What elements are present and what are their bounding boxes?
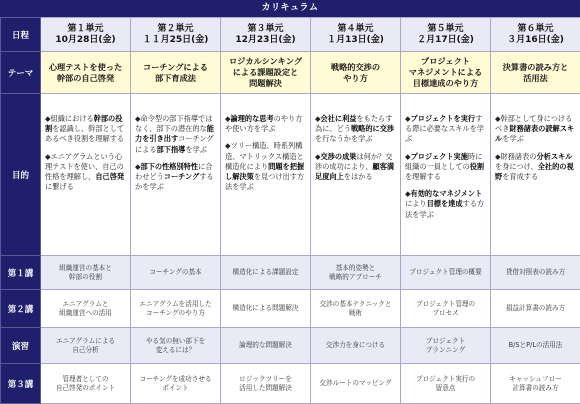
purpose-item	[315, 114, 396, 145]
purpose-item	[405, 189, 486, 220]
curriculum-table	[0, 17, 580, 404]
unit-2-exercise	[131, 328, 221, 364]
theme-line: 戦略的交渉の	[313, 62, 398, 73]
unit-5-lesson2	[401, 290, 491, 328]
exercise-line: エニアグラムによる	[43, 337, 128, 346]
purpose-emphasis: 問題を把握し解決策	[225, 162, 304, 181]
unit-1-purpose	[41, 94, 131, 256]
lesson1-line: 組織運営の基本と	[43, 264, 128, 273]
unit-2-theme	[131, 52, 221, 94]
purpose-item	[315, 152, 396, 183]
theme-line: 幹部の自己啓発	[43, 73, 128, 84]
purpose-emphasis: コーチング	[164, 172, 199, 181]
purpose-text: 時に組織の一員としての	[405, 152, 482, 171]
theme-line: プロジェクト	[403, 56, 488, 67]
unit-3-purpose	[221, 94, 311, 256]
exercise-line: やる気の無い部下を	[133, 337, 218, 346]
row-label-lesson1: 第１講	[1, 256, 41, 290]
unit-1-exercise	[41, 328, 131, 364]
curriculum-title: カリキュラム	[0, 0, 580, 17]
purpose-emphasis: 部下の性格別特性	[141, 162, 199, 171]
lesson3-line: 計算書の読み方	[493, 384, 578, 393]
purpose-row	[1, 94, 580, 256]
purpose-text: をはかる	[344, 172, 373, 181]
unit-name: 第５単元	[401, 24, 490, 35]
lesson2-line: 組織運営への活用	[43, 309, 128, 318]
purpose-text: を学ぶ	[185, 145, 207, 154]
lesson3-line: ポイント	[133, 384, 218, 393]
purpose-text: を理解する	[405, 172, 441, 181]
unit-4-lesson3	[311, 364, 401, 404]
unit-1-lesson3	[41, 364, 131, 404]
purpose-emphasis: 戦略的に交渉	[351, 124, 394, 133]
purpose-text: を育成する	[502, 172, 538, 181]
exercise-line: プロジェクト	[403, 337, 488, 346]
unit-date: ３月16日(金)	[491, 35, 580, 46]
unit-2-lesson2	[131, 290, 221, 328]
unit-6-schedule	[491, 18, 580, 52]
purpose-text: ◆	[135, 162, 141, 171]
unit-5-exercise	[401, 328, 491, 364]
lesson1-line: プロジェクト管理の概要	[403, 268, 488, 277]
theme-line: 目標達成のやり方	[403, 78, 488, 89]
unit-6-lesson2	[491, 290, 580, 328]
theme-line: 心理テストを使った	[43, 62, 128, 73]
purpose-text: ◆組織における	[45, 114, 94, 123]
lesson2-line: プロセス	[403, 309, 488, 318]
purpose-text: ◆	[405, 189, 411, 198]
purpose-emphasis: 全社的の視野	[495, 162, 574, 181]
purpose-item	[225, 141, 306, 192]
lesson1-line: 貸借対照表の読み方	[493, 268, 578, 277]
unit-6-theme	[491, 52, 580, 94]
purpose-emphasis: 交渉の成果	[321, 152, 357, 161]
purpose-item	[225, 114, 306, 134]
unit-6-lesson1	[491, 256, 580, 290]
unit-name: 第６単元	[491, 24, 580, 35]
purpose-text: する際に必要なスキルを学ぶ	[405, 114, 484, 143]
unit-1-lesson2	[41, 290, 131, 328]
purpose-emphasis: 役割	[470, 162, 484, 171]
theme-line: 決算書の読み方と	[493, 62, 578, 73]
unit-5-lesson3	[401, 364, 491, 404]
row-label-purpose: 目的	[1, 94, 41, 256]
purpose-text: を認識し、幹部としてあるべき役割を理解する	[45, 124, 124, 143]
unit-name: 第４単元	[311, 24, 400, 35]
lesson3-line: 交渉ルートのマッピング	[313, 379, 398, 388]
unit-2-schedule	[131, 18, 221, 52]
unit-date: １１月25日(金)	[131, 35, 220, 46]
exercise-line: プランニング	[403, 346, 488, 355]
lesson1-row	[1, 256, 580, 290]
purpose-text: ◆エニアグラムという心理テストを使い、自己の性格を理解し、	[45, 152, 124, 181]
theme-line: 活用法	[493, 73, 578, 84]
unit-name: 第１単元	[41, 24, 130, 35]
unit-4-exercise	[311, 328, 401, 364]
purpose-emphasis: 能力を引き出す	[135, 124, 214, 143]
lesson1-line: 幹部の役割	[43, 273, 128, 282]
unit-date: １月13日(金)	[311, 35, 400, 46]
schedule-row	[1, 18, 580, 52]
purpose-text: するかを学ぶ	[135, 172, 214, 191]
lesson3-line: プロジェクト実行の	[403, 375, 488, 384]
row-label-theme: テーマ	[1, 52, 41, 94]
purpose-emphasis: 分析スキル	[536, 152, 572, 161]
unit-5-purpose	[401, 94, 491, 256]
lesson2-line: 戦術	[313, 309, 398, 318]
purpose-emphasis: 顧客満足度向上	[315, 162, 394, 181]
unit-3-exercise	[221, 328, 311, 364]
exercise-line: 交渉力を身につける	[313, 341, 398, 350]
purpose-item	[495, 152, 576, 183]
lesson3-line: ロジックツリーを	[223, 375, 308, 384]
theme-line: コーチングによる	[133, 62, 218, 73]
purpose-text: に合わせどう	[135, 162, 212, 181]
unit-6-exercise	[491, 328, 580, 364]
lesson2-line: プロジェクト管理の	[403, 300, 488, 309]
purpose-text: ◆幹部として身につけるべき	[495, 114, 572, 133]
lesson3-line: 活用した問題解決	[223, 384, 308, 393]
purpose-emphasis: 自己啓発	[95, 172, 124, 181]
purpose-item	[45, 152, 126, 193]
purpose-text: を学ぶ	[502, 134, 524, 143]
theme-line: マネジメントによる	[403, 67, 488, 78]
lesson1-line: 構造化による課題設定	[223, 268, 308, 277]
exercise-line: 自己分析	[43, 346, 128, 355]
purpose-text: を身につけ、	[495, 162, 538, 171]
unit-3-theme	[221, 52, 311, 94]
purpose-item	[135, 162, 216, 193]
row-label-schedule: 日程	[1, 18, 41, 52]
purpose-item	[405, 152, 486, 183]
lesson3-line: 自己啓発のポイント	[43, 384, 128, 393]
unit-name: 第３単元	[221, 24, 310, 35]
lesson3-row	[1, 364, 580, 404]
unit-6-lesson3	[491, 364, 580, 404]
unit-1-schedule	[41, 18, 131, 52]
theme-line: 問題解決	[223, 78, 308, 89]
purpose-text: ◆	[405, 152, 411, 161]
lesson1-line: コーチングの基本	[133, 268, 218, 277]
purpose-text: は何か？交渉の成功により、	[315, 152, 392, 171]
purpose-item	[405, 114, 486, 145]
row-label-exercise: 演習	[1, 328, 41, 364]
exercise-line: 論理的な問題解決	[223, 341, 308, 350]
purpose-emphasis: プロジェクトを実行	[411, 114, 476, 123]
purpose-emphasis: 目標を達成	[427, 199, 463, 208]
lesson2-row	[1, 290, 580, 328]
purpose-text: を行なうかを学ぶ	[315, 134, 373, 143]
unit-1-theme	[41, 52, 131, 94]
unit-4-lesson2	[311, 290, 401, 328]
exercise-row	[1, 328, 580, 364]
unit-6-purpose	[491, 94, 580, 256]
purpose-emphasis: 論理的な思考	[231, 114, 274, 123]
purpose-emphasis: プロジェクト実施	[411, 152, 468, 161]
purpose-text: ◆	[225, 114, 231, 123]
exercise-line: B/SとP/Lの活用法	[493, 341, 578, 350]
purpose-text: をもたらす為に、どう	[315, 114, 392, 133]
lesson2-line: コーチングのやり方	[133, 309, 218, 318]
unit-date: 10月28日(金)	[41, 35, 130, 46]
purpose-emphasis: 財務諸表の読解スキル	[495, 124, 574, 143]
lesson3-line: コーチングを成功させる	[133, 375, 218, 384]
unit-3-schedule	[221, 18, 311, 52]
lesson3-line: 管理者としての	[43, 375, 128, 384]
theme-line: ロジカルシンキング	[223, 56, 308, 67]
row-label-lesson2: 第２講	[1, 290, 41, 328]
lesson2-line: 損益計算書の読み方	[493, 304, 578, 313]
purpose-text: ◆命令型の部下指導ではなく、部下の潜在的な	[135, 114, 212, 133]
unit-2-lesson3	[131, 364, 221, 404]
unit-4-lesson1	[311, 256, 401, 290]
unit-3-lesson3	[221, 364, 311, 404]
theme-line: による課題設定と	[223, 67, 308, 78]
purpose-text: ◆ツリー構造、時系列構造、マトリックス構造と構造化により	[225, 141, 304, 170]
unit-2-purpose	[131, 94, 221, 256]
unit-4-theme	[311, 52, 401, 94]
purpose-text: ◆	[315, 114, 321, 123]
purpose-text: する方法を学ぶ	[405, 199, 484, 218]
row-label-lesson3: 第３講	[1, 364, 41, 404]
exercise-line: 変えるには？	[133, 346, 218, 355]
purpose-emphasis: 幹部の役割	[45, 114, 122, 133]
purpose-text: を見つけ出す方法を学ぶ	[225, 172, 304, 191]
unit-3-lesson2	[221, 290, 311, 328]
theme-line: やり方	[313, 73, 398, 84]
lesson2-line: 交渉の基本テクニックと	[313, 300, 398, 309]
unit-4-purpose	[311, 94, 401, 256]
theme-line: 部下育成法	[133, 73, 218, 84]
lesson3-line: 留意点	[403, 384, 488, 393]
purpose-text: ◆財務諸表の	[495, 152, 536, 161]
purpose-item	[45, 114, 126, 145]
purpose-text: ◆	[405, 114, 411, 123]
purpose-text: ◆	[315, 152, 321, 161]
unit-5-schedule	[401, 18, 491, 52]
purpose-item	[135, 114, 216, 155]
lesson1-line: 基本的姿勢と	[313, 264, 398, 273]
unit-date: 12月23日(金)	[221, 35, 310, 46]
lesson2-line: エニアグラムを活用した	[133, 300, 218, 309]
unit-name: 第２単元	[131, 24, 220, 35]
purpose-text: コーチングによる	[135, 134, 214, 153]
purpose-emphasis: 会社に利益	[321, 114, 357, 123]
unit-date: ２月17日(金)	[401, 35, 490, 46]
lesson3-line: キャッシュフロー	[493, 375, 578, 384]
unit-2-lesson1	[131, 256, 221, 290]
lesson2-line: 構造化による問題解決	[223, 304, 308, 313]
purpose-item	[495, 114, 576, 145]
purpose-text: のやり方や使い方を学ぶ	[225, 114, 302, 133]
purpose-text: により	[405, 199, 427, 208]
theme-row	[1, 52, 580, 94]
purpose-text: に繋げる	[45, 182, 74, 191]
unit-3-lesson1	[221, 256, 311, 290]
unit-5-theme	[401, 52, 491, 94]
unit-4-schedule	[311, 18, 401, 52]
unit-1-lesson1	[41, 256, 131, 290]
lesson1-line: 戦略的アプローチ	[313, 273, 398, 282]
purpose-emphasis: 部下指導	[157, 145, 186, 154]
purpose-emphasis: 有効的なマネジメント	[411, 189, 483, 198]
unit-5-lesson1	[401, 256, 491, 290]
lesson2-line: エニアグラムと	[43, 300, 128, 309]
